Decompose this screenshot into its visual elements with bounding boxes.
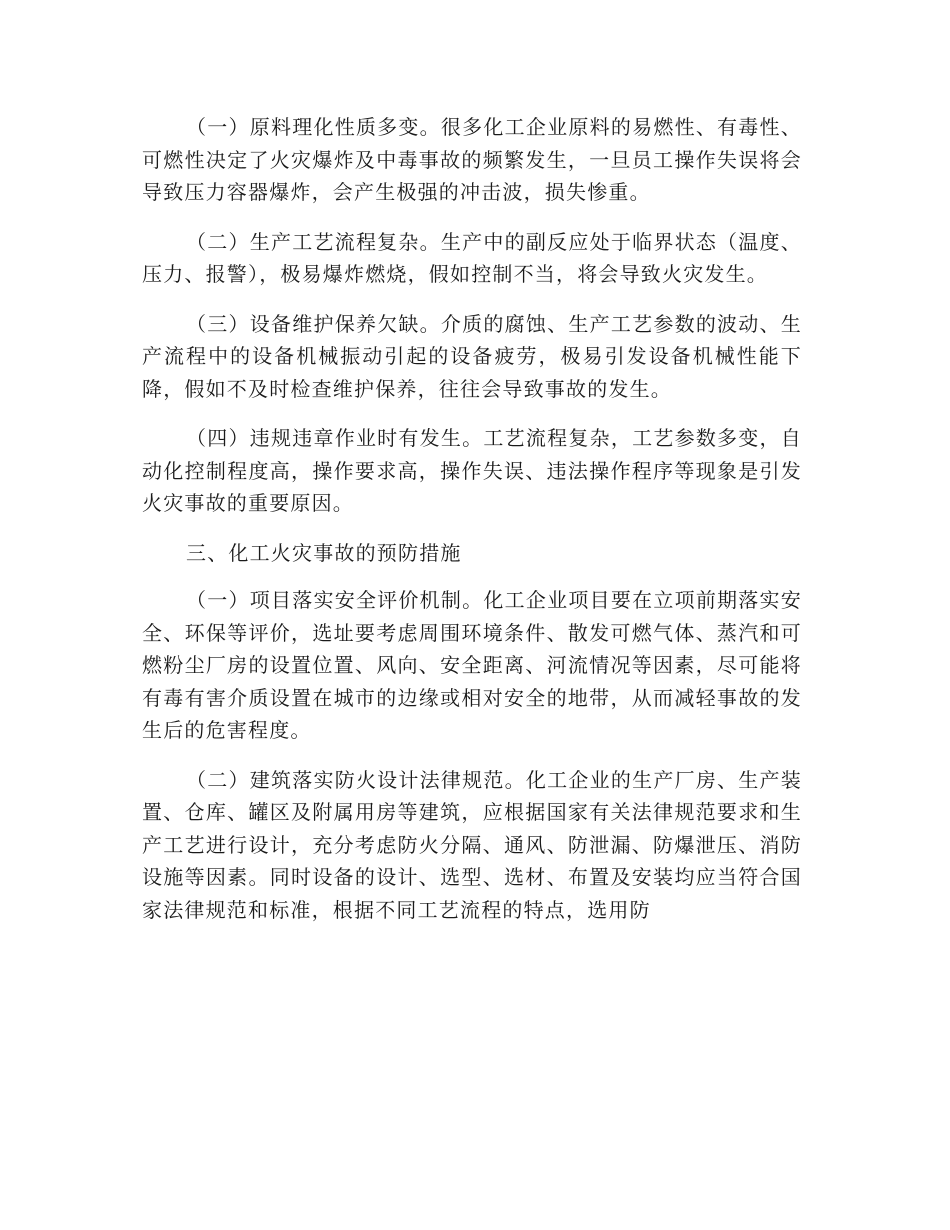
section-heading-prevention-measures: 三、化工火灾事故的预防措施: [186, 540, 462, 565]
paragraph-equipment-maintenance: （三）设备维护保养欠缺。介质的腐蚀、生产工艺参数的波动、生产流程中的设备机械振动引起的设备疲劳，极易引发设备机械性能下降，假如不及时检查维护保养，往往会导致事故的发生。: [142, 311, 802, 401]
paragraph-raw-material-properties: （一）原料理化性质多变。很多化工企业原料的易燃性、有毒性、可燃性决定了火灾爆炸及中毒事故的频繁发生，一旦员工操作失误将会导致压力容器爆炸，会产生极强的冲击波，损失惨重。: [142, 115, 802, 204]
paragraph-safety-evaluation: （一）项目落实安全评价机制。化工企业项目要在立项前期落实安全、环保等评价，选址要考虑周围环境条件、散发可燃气体、蒸汽和可燃粉尘厂房的设置位置、风向、安全距离、河流情况等因素，尽可能将有毒有害介质设置在城市的边缘或相对安全的地带，从而减轻事故的发生后的危害程度。: [142, 588, 802, 742]
paragraph-violation-operations: （四）违规违章作业时有发生。工艺流程复杂，工艺参数多变，自动化控制程度高，操作要求高，操作失误、违法操作程序等现象是引发火灾事故的重要原因。: [142, 426, 802, 515]
document-body: [142, 111, 802, 943]
paragraph-process-complexity: （二）生产工艺流程复杂。生产中的副反应处于临界状态（温度、压力、报警），极易爆炸燃烧，假如控制不当，将会导致火灾发生。: [142, 229, 802, 286]
paragraph-fire-design-regulations: （二）建筑落实防火设计法律规范。化工企业的生产厂房、生产装置、仓库、罐区及附属用房等建筑，应根据国家有关法律规范要求和生产工艺进行设计，充分考虑防火分隔、通风、防泄漏、防爆泄压、消防设施等因素。同时设备的设计、选型、选材、布置及安装均应当符合国家法律规范和标准，根据不同工艺流程的特点，选用防: [142, 767, 802, 922]
